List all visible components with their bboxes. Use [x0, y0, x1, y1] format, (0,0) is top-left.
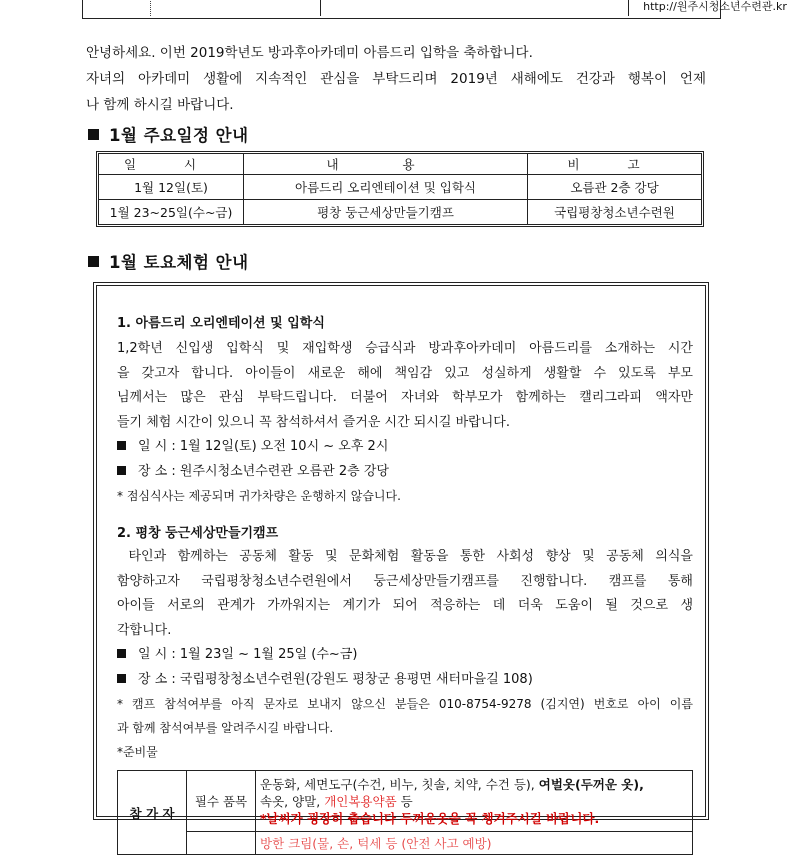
- header-cell-content: 내 용: [244, 154, 528, 175]
- header-cell-note: 비 고: [528, 154, 702, 175]
- event2-date-text: 일 시 : 1월 23일 ~ 1월 25일 (수~금): [138, 647, 358, 662]
- event2-place: [117, 668, 693, 693]
- square-bullet-icon: [117, 466, 126, 475]
- table-row: [118, 832, 693, 855]
- event1-body-line: 님께서는 많은 관심 부탁드립니다. 더불어 자녀와 학부모가 함께하는 캘리그라피 액자만: [117, 390, 693, 405]
- greeting-paragraph: [86, 40, 706, 118]
- prep-label: *준비물: [117, 745, 158, 759]
- optional-items-cell: 방한 크림(물, 손, 턱세 등 (안전 사고 예방): [256, 832, 693, 855]
- table-row: [99, 175, 702, 200]
- event1-note: * 점심식사는 제공되며 귀가차량은 운행하지 않습니다.: [117, 489, 401, 503]
- table-cell: 오름관 2층 강당: [528, 175, 702, 200]
- header-cell-date: 일 시: [99, 154, 244, 175]
- required-items-text: 운동화, 세면도구(수건, 비누, 칫솔, 치약, 수건 등),: [260, 776, 539, 792]
- event1-body-line: 을 갖고자 합니다. 아이들이 새로운 해에 책임감 있고 성실하게 생활할 수 있도록 부모: [117, 365, 693, 381]
- schedule-section-title: [88, 122, 249, 146]
- saturday-details-content: [117, 312, 693, 855]
- event2-body-line: 각합니다.: [117, 622, 172, 638]
- event2-body-line: 아이들 서로의 관계가 가까워지는 계기가 되어 적응하는 데 더욱 도움이 될 것으로 생: [117, 598, 693, 613]
- event2-date: [117, 643, 693, 668]
- required-items-text: 속옷, 양말,: [260, 793, 325, 809]
- greeting-line: 안녕하세요. 이번 2019학년도 방과후아카데미 아름드리 입학을 축하합니다.: [86, 45, 533, 61]
- table-cell: 국립평창청소년수련원: [528, 200, 702, 225]
- required-items-label: 필수 품목: [187, 771, 256, 832]
- event2-note: * 캠프 참석여부를 아직 문자로 보내지 않으신 분들은 010-8754-9278 (김지연) 번호로 아이 이름: [117, 697, 693, 711]
- table-cell: 아름드리 오리엔테이션 및 입학식: [244, 175, 528, 200]
- table-cell: 1월 12일(토): [99, 175, 244, 200]
- table-row: [118, 771, 693, 832]
- event2-note: 과 함께 참석여부를 알려주시길 바랍니다.: [117, 721, 334, 735]
- optional-items-label: [187, 832, 256, 855]
- saturday-title-text: 1월 토요체험 안내: [109, 253, 249, 272]
- participant-label: 참 가 자: [118, 771, 187, 855]
- square-bullet-icon: [117, 649, 126, 658]
- event1-place: [117, 460, 693, 485]
- table-header-row: [99, 154, 702, 175]
- event1-body-line: 1,2학년 신입생 입학식 및 재입학생 승급식과 방과후아카데미 아름드리를 소개하는 시간: [117, 341, 693, 356]
- square-bullet-icon: [117, 674, 126, 683]
- event1-body-line: 들기 체험 시간이 있으니 꼭 참석하셔서 즐거운 시간 되시길 바랍니다.: [117, 414, 510, 430]
- event1-place-text: 장 소 : 원주시청소년수련관 오름관 2층 강당: [138, 463, 389, 479]
- schedule-table: [98, 153, 702, 225]
- table-cell: 1월 23~25일(수~금): [99, 200, 244, 225]
- header-divider: [320, 0, 321, 16]
- schedule-title-text: 1월 주요일정 안내: [109, 126, 249, 145]
- required-items-bold: 여벌옷(두꺼운 옷),: [538, 776, 644, 792]
- event1-date-text: 일 시 : 1월 12일(토) 오전 10시 ~ 오후 2시: [138, 439, 389, 454]
- table-row: [99, 200, 702, 225]
- supplies-table: [117, 770, 693, 855]
- required-items-text: 등: [396, 793, 413, 809]
- required-items-highlight: 개인복용약품: [324, 793, 397, 809]
- event2-body-line: 타인과 함께하는 공동체 활동 및 문화체험 활동을 통한 사회성 향상 및 공동체 의식을: [117, 549, 693, 564]
- event2-body-line: 함양하고자 국립평창청소년수련원에서 둥근세상만들기캠프를 진행합니다. 캠프를 통해: [117, 573, 693, 589]
- header-table-fragment: [82, 0, 787, 19]
- square-bullet-icon: [88, 256, 99, 267]
- event2-heading: 2. 평창 둥근세상만들기캠프: [117, 526, 279, 541]
- table-cell: 평창 둥근세상만들기캠프: [244, 200, 528, 225]
- greeting-line: 자녀의 아카데미 생활에 지속적인 관심을 부탁드리며 2019년 새해에도 건강과 행복이 언제: [86, 71, 706, 87]
- website-url[interactable]: http://원주시청소년수련관.kr: [628, 0, 800, 16]
- required-items-cell: [256, 771, 693, 832]
- saturday-details-box: [96, 285, 706, 851]
- greeting-line: 나 함께 하시길 바랍니다.: [86, 97, 234, 113]
- header-divider: [150, 0, 151, 16]
- event2-place-text: 장 소 : 국립평창청소년수련원(강원도 평창군 용평면 새터마을길 108): [138, 671, 533, 687]
- cold-weather-warning: *날씨가 굉장히 춥습니다 두꺼운옷을 꼭 챙겨주시길 바랍니다.: [260, 810, 600, 826]
- event1-heading: 1. 아름드리 오리엔테이션 및 입학식: [117, 316, 325, 331]
- square-bullet-icon: [117, 441, 126, 450]
- event1-date: [117, 435, 693, 460]
- square-bullet-icon: [88, 129, 99, 140]
- saturday-section-title: [88, 249, 249, 273]
